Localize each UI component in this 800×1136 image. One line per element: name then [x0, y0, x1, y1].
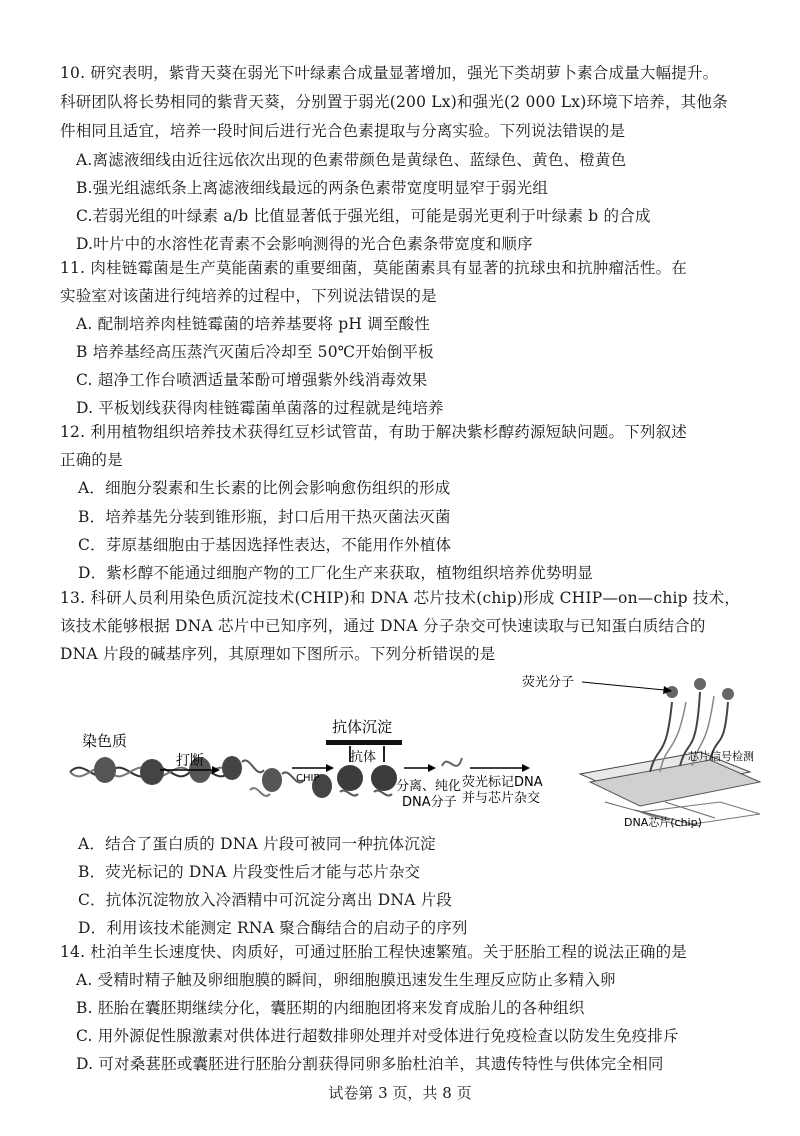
q14-stem-line-1: 14. 杜泊羊生长速度快、肉质好，可通过胚胎工程快速繁殖。关于胚胎工程的说法正确的是 [60, 943, 687, 961]
q14-option-c: C. 用外源促性腺激素对供体进行超数排卵处理并对受体进行免疫检查以防发生免疫排斥 [76, 1027, 679, 1045]
q14-option-d: D. 可对桑葚胚或囊胚进行胚胎分割获得同卵多胎杜泊羊，其遗传特性与供体完全相同 [76, 1055, 664, 1073]
chip-label: DNA芯片(chip) [624, 816, 702, 829]
q13-option-c: C．抗体沉淀物放入冷酒精中可沉淀分离出 DNA 片段 [78, 891, 453, 909]
q12-option-c: C．芽原基细胞由于基因选择性表达，不能用作外植体 [78, 536, 452, 554]
q10-option-b: B.强光组滤纸条上离滤液细线最远的两条色素带宽度明显窄于弱光组 [76, 179, 549, 197]
signal-label: 芯片信号检测 [688, 750, 754, 763]
q10-option-a: A.离滤液细线由近往远依次出现的色素带颜色是黄绿色、蓝绿色、黄色、橙黄色 [76, 151, 627, 169]
page-footer: 试卷第 3 页，共 8 页 [328, 1084, 472, 1102]
q13-option-d: D．利用该技术能测定 RNA 聚合酶结合的启动子的序列 [78, 919, 468, 937]
q11-option-c: C. 超净工作台喷洒适量苯酚可增强紫外线消毒效果 [76, 371, 428, 389]
q11-option-a: A. 配制培养肉桂链霉菌的培养基要将 pH 调至酸性 [76, 315, 431, 333]
q13-stem-line-3: DNA 片段的碱基序列，其原理如下图所示。下列分析错误的是 [60, 645, 496, 663]
q11-option-b: B 培养基经高压蒸汽灭菌后冷却至 50℃开始倒平板 [76, 343, 434, 361]
q13-stem-line-2: 该技术能够根据 DNA 芯片中已知序列，通过 DNA 分子杂交可快速读取与已知蛋白质结合的 [60, 617, 706, 635]
labeling-label-1: 荧光标记DNA [462, 775, 543, 790]
q12-stem-line-1: 12. 利用植物组织培养技术获得红豆杉试管苗，有助于解决紫杉醇药源短缺问题。下列叙述 [60, 423, 687, 441]
q10-stem-line-1: 10. 研究表明，紫背天葵在弱光下叶绿素合成量显著增加，强光下类胡萝卜素合成量大幅提升。 [60, 64, 719, 82]
q10-option-c: C.若弱光组的叶绿素 a/b 比值显著低于强光组，可能是弱光更利于叶绿素 b 的合成 [76, 207, 651, 225]
q10-option-d: D.叶片中的水溶性花青素不会影响测得的光合色素条带宽度和顺序 [76, 235, 533, 253]
q14-option-a: A. 受精时精子触及卵细胞膜的瞬间，卵细胞膜迅速发生生理反应防止多精入卵 [76, 971, 616, 989]
q10-stem-line-3: 件相同且适宜，培养一段时间后进行光合色素提取与分离实验。下列说法错误的是 [60, 122, 626, 140]
q12-option-d: D．紫杉醇不能通过细胞产物的工厂化生产来获取，植物组织培养优势明显 [78, 564, 594, 582]
q13-option-b: B．荧光标记的 DNA 片段变性后才能与芯片杂交 [78, 863, 421, 881]
q14-option-b: B. 胚胎在囊胚期继续分化，囊胚期的内细胞团将来发育成胎儿的各种组织 [76, 999, 585, 1017]
fluor-label: 荧光分子 [522, 675, 575, 690]
q11-stem-line-2: 实验室对该菌进行纯培养的过程中，下列说法错误的是 [60, 287, 437, 305]
break-label: 打断 [176, 753, 204, 769]
q11-option-d: D. 平板划线获得肉桂链霉菌单菌落的过程就是纯培养 [76, 399, 444, 417]
free-dna-strand [442, 758, 462, 766]
q12-option-b: B．培养基先分装到锥形瓶，封口后用干热灭菌法灭菌 [78, 508, 451, 526]
antibody-label: 抗体 [350, 750, 377, 765]
q13-stem-line-1: 13. 科研人员利用染色质沉淀技术(CHIP)和 DNA 芯片技术(chip)形成 CHIP—on—chip 技术， [60, 589, 741, 607]
q12-stem-line-2: 正确的是 [60, 451, 123, 469]
chromatin-label: 染色质 [82, 732, 128, 750]
chip-arrow-label: CHIP [296, 773, 320, 784]
q10-stem-line-2: 科研团队将长势相同的紫背天葵，分别置于弱光(200 Lx)和强光(2 000 Lx)环境下培养，其他条 [60, 93, 728, 111]
chip-on-chip-diagram [60, 662, 780, 832]
separate-label-1: 分离、纯化 [396, 779, 462, 794]
q12-option-a: A．细胞分裂素和生长素的比例会影响愈伤组织的形成 [78, 479, 451, 497]
q11-stem-line-1: 11. 肉桂链霉菌是生产莫能菌素的重要细菌，莫能菌素具有显著的抗球虫和抗肿瘤活性。在 [60, 259, 687, 277]
chromatin-figure [70, 757, 230, 785]
labeling-label-2: 并与芯片杂交 [462, 791, 541, 806]
separate-label-2: DNA分子 [402, 795, 457, 810]
q13-option-a: A．结合了蛋白质的 DNA 片段可被同一种抗体沉淀 [78, 835, 436, 853]
antibody-precip-label: 抗体沉淀 [332, 718, 393, 736]
